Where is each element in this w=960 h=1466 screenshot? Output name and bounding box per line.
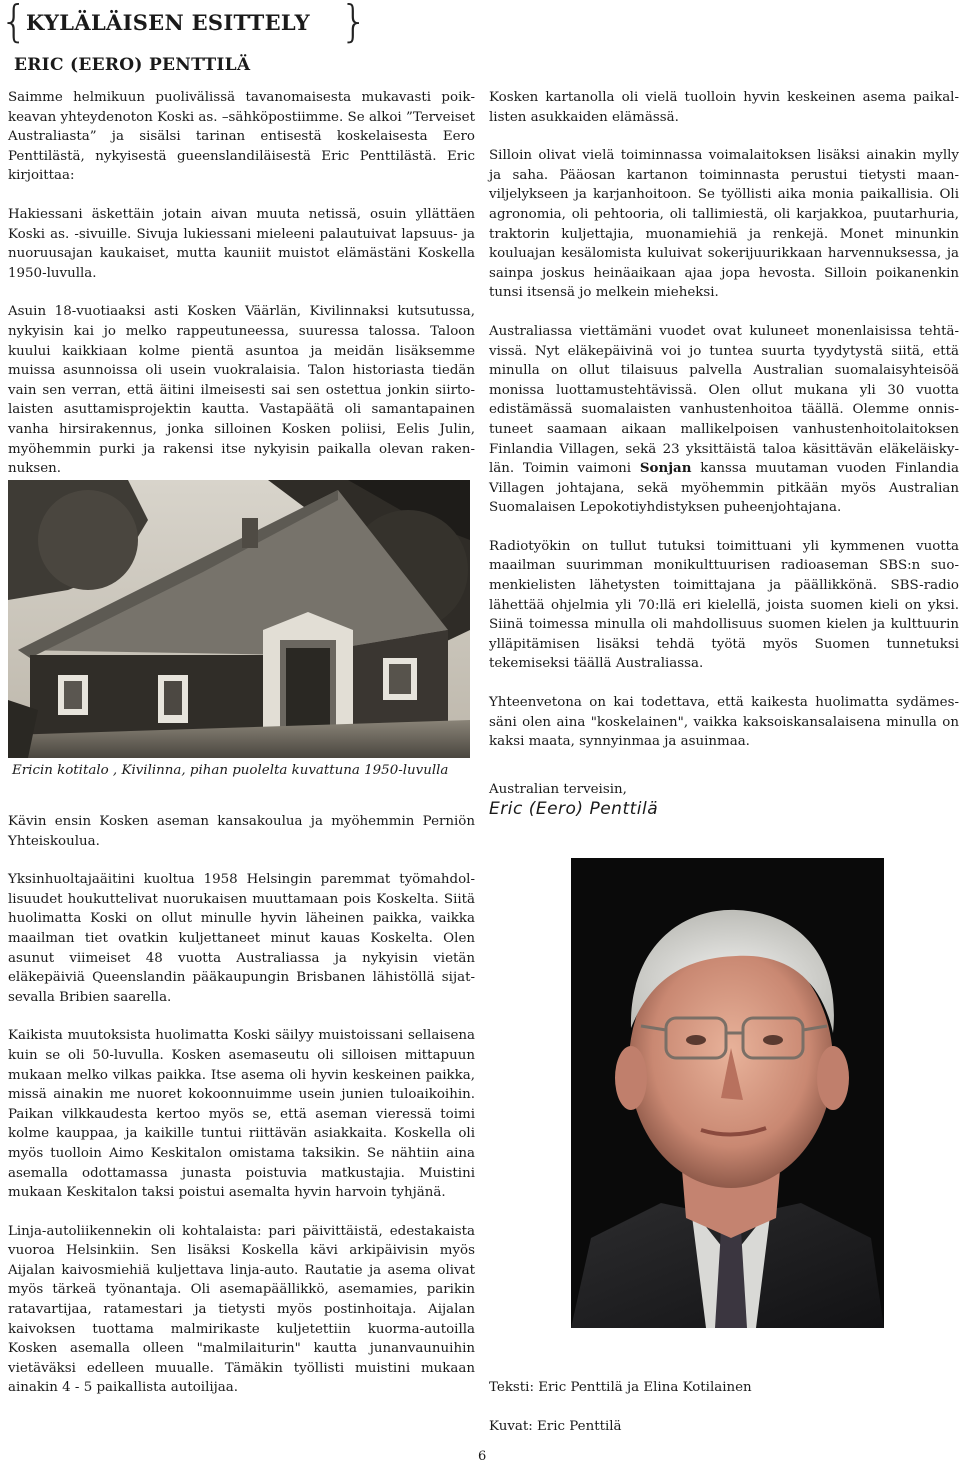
left-brace: { bbox=[0, 0, 28, 47]
right-paragraph-3-end: kanssa muutaman vuoden Finlandia Villagen johtajana, sekä myöhemmin pitkään myös Australian Suomalaisen Lepokotiyhdistyksen puheenjohtajana. bbox=[489, 461, 959, 516]
left-column-bottom bbox=[8, 812, 475, 1398]
right-paragraph-2: Silloin olivat vielä toiminnassa voimalaitoksen lisäksi ainakin mylly ja saha. Pääosan kartanon toiminnasta perustui tietysti maanviljelykseen ja karjanhoitoon. Se työllisti aika monia paikallisia. Oli agronomia, oli pehtooria, oli tallimiestä, oli karjakkoa, puutarhuria, traktorin kuljettajia, muonamiehiä ja renkejä. Monet minunkin kouluajan kesälomista kuluivat sokerijuurikkaan harvennuksessa, ja sainpa joskus heinäaikaan ajaa jopa hevosta. Silloin poikanenkin tunsi itsensä jo melkein mieheksi. bbox=[489, 148, 959, 301]
person-title: ERIC (EERO) PENTTILÄ bbox=[14, 55, 251, 75]
left-paragraph-6: Linja-autoliikennekin oli kohtalaista: pari päivittäistä, edestakaista vuoroa Helsinkiin. Sen lisäksi Koskella kävi arkipäivisin myös Aijalan kaivosmiehiä kuljettava linja-auto. Rautatie ja asema olivat myös tärkeä työnantaja. Oli asemapäällikkö, asemamies, parikin ratavartijaa, ratamestari ja tietysti myös postinhoitaja. Aijalan kaivoksen tuottama malmirikaste kuljetettiin kuorma-autoilla Kosken asemalla olleen "malmilaiturin" kautta junanvaunuihin vietäväksi edelleen muualle. Tämäkin työllisti muistini mukaan ainakin 4 - 5 paikallista autoilijaa. bbox=[8, 1223, 475, 1396]
sonja-name: Sonjan bbox=[639, 460, 692, 477]
signature: Eric (Eero) Penttilä bbox=[489, 799, 659, 820]
left-paragraph-3: Kävin ensin Kosken aseman kansakoulua ja myöhemmin Perniön Yhteiskoulua. bbox=[8, 814, 475, 849]
left-paragraph-4: Yksinhuoltajaäitini kuoltua 1958 Helsingin paremmat työmahdollisuudet houkuttelivat nuorukaisen muuttamaan pois Koskelta. Siitä huolimatta Koski on ollut minulle hyvin läheinen paikka, vaikka maailman tiet ovatkin kuljettaneet minut kauas Koskelta. Olen asunut viimeiset 48 vuotta Australiassa ja nykyisin vietän eläkepäiviä Queenslandin pääkaupungin Brisbanen lähistöllä sijatsevalla Bribien saarella. bbox=[8, 872, 475, 1005]
left-column-top bbox=[8, 88, 475, 479]
greeting: Australian terveisin, bbox=[489, 781, 627, 797]
right-paragraph-4: Radiotyökin on tullut tutuksi toimittuani yli kymmenen vuotta maailman suurimman monikulttuurisen radioaseman SBS:n suomenkielisten lähetysten toimittajana ja päällikkönä. SBS-radio lähettää ohjelmia yli 70:llä eri kielellä, joista suomen kieli on yksi. Siinä toimessa minulla oli mahdollisuus suomen kielen ja kulttuurin ylläpitämisen lisäksi tehdä työtä myös Suomen tunnetuksi tekemiseksi täällä Australiassa. bbox=[489, 538, 959, 672]
credits-photos: Kuvat: Eric Penttilä bbox=[489, 1418, 622, 1434]
portrait-photo bbox=[571, 858, 884, 1328]
house-photo bbox=[8, 480, 470, 758]
section-title: KYLÄLÄISEN ESITTELY bbox=[26, 10, 310, 35]
left-paragraph-2: Asuin 18-vuotiaaksi asti Kosken Väärlän, Kivilinnaksi kutsutussa, nykyisin kai jo melko rappeutuneessa, suuressa talossa. Taloon kuului kaikkiaan kolme pientä asuntoa ja meidän lisäksemme muissa asunnoissa oli usein vuokralaisia. Talon historiasta tiedän vain sen verran, että äitini ilmeisesti sai sen ostettua jonkin siirtolaisten asuttamisprojektin kautta. Vastapäätä oli samantapainen vanha hirsirakennus, jonka silloinen Kosken poliisi, Eelis Julin, myöhemmin purki ja rakensi itse nykyisin paikalla olevan rakennuksen. bbox=[8, 304, 475, 477]
intro-paragraph: Saimme helmikuun puolivälissä tavanomaisesta mukavasti poikkeavan yhteydenoton Koski as. –sähköpostiimme. Se alkoi ”Terveiset Australiasta” ja sisälsi tarinan entisestä koskelaisesta Eero Penttilästä, nykyisestä gueenslandiläisestä Eric Penttilästä. Eric kirjoittaa: bbox=[8, 90, 475, 184]
house-photo-caption: Ericin kotitalo , Kivilinna, pihan puolelta kuvattuna 1950-luvulla bbox=[12, 763, 449, 778]
left-paragraph-1: Hakiessani äskettäin jotain aivan muuta netissä, osuin yllättäen Koski as. -sivuille. Sivuja lukiessani mieleeni palautuivat lapsuus- ja nuoruusajan kaukaiset, mutta kauniit muistot elämästäni Koskella 1950-luvulla. bbox=[8, 206, 475, 281]
right-paragraph-3-start: Australiassa viettämäni vuodet ovat kuluneet monenlaisissa tehtävissä. Nyt eläkepäivinä voi jo tuntea suurta tyydytystä siitä, että minulla on ollut tilaisuus palvella Australian suomalaisyhteisöä monissa luottamustehtävissä. Olen ollut mukana yli 30 vuotta edistämässä suomalaisten vanhustenhoitoa täällä. Olemme onnistuneet saamaan aikaan mallikelpoisen vanhustenhoitolaitoksen Finlandia Villagen, sekä 23 yksittäistä taloa käsittävän eläkeläiskylän. Toimin vaimoni bbox=[489, 323, 959, 477]
page-number: 6 bbox=[478, 1449, 487, 1464]
right-column bbox=[489, 88, 959, 819]
credits bbox=[489, 1378, 959, 1436]
credits-text: Teksti: Eric Penttilä ja Elina Kotilainen bbox=[489, 1380, 752, 1395]
right-paragraph-1: Kosken kartanolla oli vielä tuolloin hyvin keskeinen asema paikallisten asukkaiden elämässä. bbox=[489, 90, 959, 125]
right-paragraph-3 bbox=[489, 322, 959, 518]
right-paragraph-5: Yhteenvetona on kai todettava, että kaikesta huolimatta sydämessäni olen aina "koskelainen", vaikka kaksoiskansalaisena minulla on kaksi maata, synnyinmaa ja asuinmaa. bbox=[489, 695, 959, 750]
left-paragraph-5: Kaikista muutoksista huolimatta Koski säilyy muistoissani sellaisena kuin se oli 50-luvulla. Kosken asemaseutu oli silloisen mittapuun mukaan melko vilkas paikka. Itse asema oli hyvin keskeinen paikka, missä ainakin me nuoret kokoonnuimme usein junien tuloaikoihin. Paikan vilkkaudesta kertoo myös se, että aseman vieressä toimi kolme kauppaa, ja kaikille tuntui riittävän asiakkaita. Koskella oli myös tuolloin Aimo Keskitalon omistama taksikin. Se nähtiin aina asemalla odottamassa junasta poistuvia matkustajia. Muistini mukaan Keskitalon taksi poistui asemalta hyvin harvoin tyhjänä. bbox=[8, 1028, 475, 1201]
right-brace: } bbox=[340, 0, 368, 47]
